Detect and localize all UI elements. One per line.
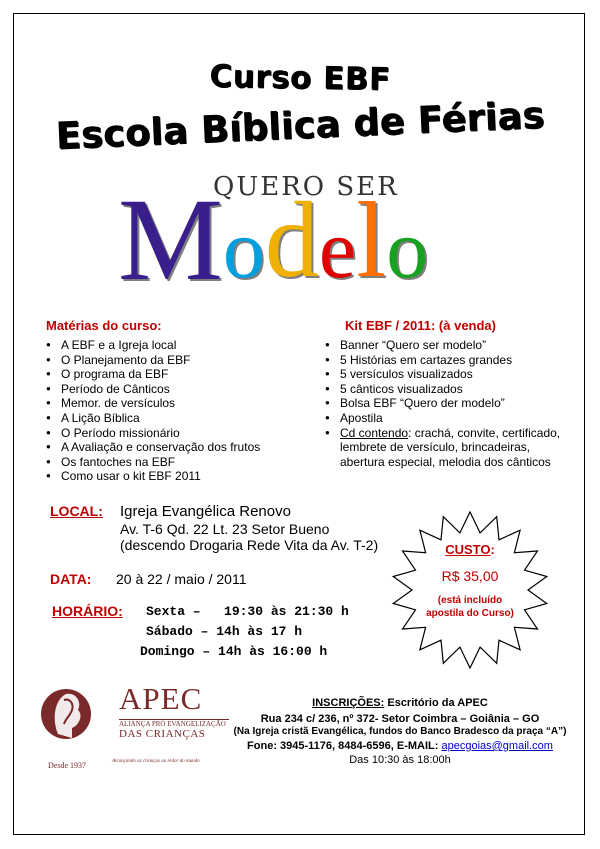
list-item — [325, 426, 565, 470]
cost-note: (está incluído apostila do Curso) — [426, 595, 514, 619]
cd-label: Cd contendo — [340, 425, 409, 440]
contact-hours: Das 10:30 às 18:00h — [349, 754, 451, 766]
list-item: ● 5 cânticos visualizados — [325, 382, 565, 397]
list-item: ● 5 versículos visualizados — [325, 367, 565, 382]
contact-heading-label: INSCRIÇÕES: — [312, 697, 385, 709]
list-item: ● Como usar o kit EBF 2011 — [46, 469, 316, 484]
kit-heading: Kit EBF / 2011: (à venda) — [345, 318, 496, 333]
contact-address: Rua 234 c/ 236, nº 372- Setor Coimbra – Goiânia – GO — [260, 713, 540, 725]
list-item: ● O Planejamento da EBF — [46, 353, 316, 368]
apec-subtitle-2: DAS CRIANÇAS — [119, 728, 206, 740]
subjects-list — [46, 338, 316, 484]
cd-text: : crachá, convite, certificado, lembrete de versículo, brincadeiras, abertura especial, melodia dos cânticos — [340, 425, 561, 469]
local-line-3: (descendo Drogaria Rede Vita da Av. T-2) — [120, 537, 379, 553]
list-item: ● Bolsa EBF “Quero der modelo” — [325, 396, 565, 411]
list-item: ● Os fantoches na EBF — [46, 455, 316, 470]
cost-price: R$ 35,00 — [441, 568, 499, 584]
contact-reference: (Na Igreja cristã Evangélica, fundos do Banco Bradesco da praça “A”) — [233, 726, 567, 737]
list-item: ● O programa da EBF — [46, 367, 316, 382]
theme-letter: o — [386, 203, 429, 296]
list-item: ● Banner “Quero ser modelo” — [325, 338, 565, 353]
subjects-heading: Matérias do curso: — [46, 318, 162, 333]
list-item: ● Período de Cânticos — [46, 382, 316, 397]
theme-letter: o — [222, 203, 265, 296]
contact-heading — [200, 697, 600, 709]
list-item: ● A Lição Bíblica — [46, 411, 316, 426]
cost-starburst — [390, 505, 550, 675]
theme-letter: l — [356, 181, 387, 300]
list-item: ● O Período missionário — [46, 426, 316, 441]
title-line-2: Escola Bíblica de Férias — [54, 93, 546, 158]
date-value: 20 à 22 / maio / 2011 — [116, 571, 247, 587]
list-item: ● A Avaliação e conservação dos frutos — [46, 440, 316, 455]
cost-heading — [410, 542, 530, 557]
apec-tagline: Alcançando as crianças ao redor do mundo — [112, 759, 200, 764]
date-label: DATA: — [50, 571, 92, 587]
theme-letter: e — [318, 203, 357, 296]
theme-letter: M — [118, 174, 223, 305]
title-line-1: Curso EBF — [209, 58, 391, 98]
theme-letter: d — [264, 181, 319, 300]
theme-logo — [118, 172, 482, 305]
list-item: ● A EBF e a Igreja local — [46, 338, 316, 353]
local-line-2: Av. T-6 Qd. 22 Lt. 23 Setor Bueno — [120, 521, 330, 537]
schedule-line-2: Sábado – 14h às 17 h — [146, 624, 303, 639]
local-line-1: Igreja Evangélica Renovo — [120, 503, 291, 520]
contact-phone: Fone: 3945-1176, 8484-6596, E-MAIL: — [247, 740, 442, 752]
schedule-label: HORÁRIO: — [52, 603, 123, 619]
kit-list — [325, 338, 565, 469]
local-label: LOCAL: — [50, 503, 103, 519]
schedule-line-3: Domingo – 14h às 16:00 h — [140, 644, 328, 659]
contact-heading-value: Escritório da APEC — [387, 697, 488, 709]
list-item: ● Memor. de versículos — [46, 396, 316, 411]
contact-email-link[interactable]: apecgoias@gmail.com — [441, 740, 553, 752]
cost-label: CUSTO — [445, 542, 491, 557]
cost-colon: : — [490, 542, 495, 557]
list-item: ● 5 Histórias em cartazes grandes — [325, 353, 565, 368]
apec-since: Desde 1937 — [48, 761, 86, 770]
contact-phone-line — [200, 740, 600, 752]
theme-prefix: QUERO SER — [213, 172, 399, 202]
list-item: ● Apostila — [325, 411, 565, 426]
apec-subtitle-1: ALIANÇA PRÓ EVANGELIZAÇÃO — [119, 719, 229, 728]
apec-name: APEC — [119, 681, 203, 716]
schedule-line-1: Sexta – 19:30 às 21:30 h — [146, 604, 349, 619]
